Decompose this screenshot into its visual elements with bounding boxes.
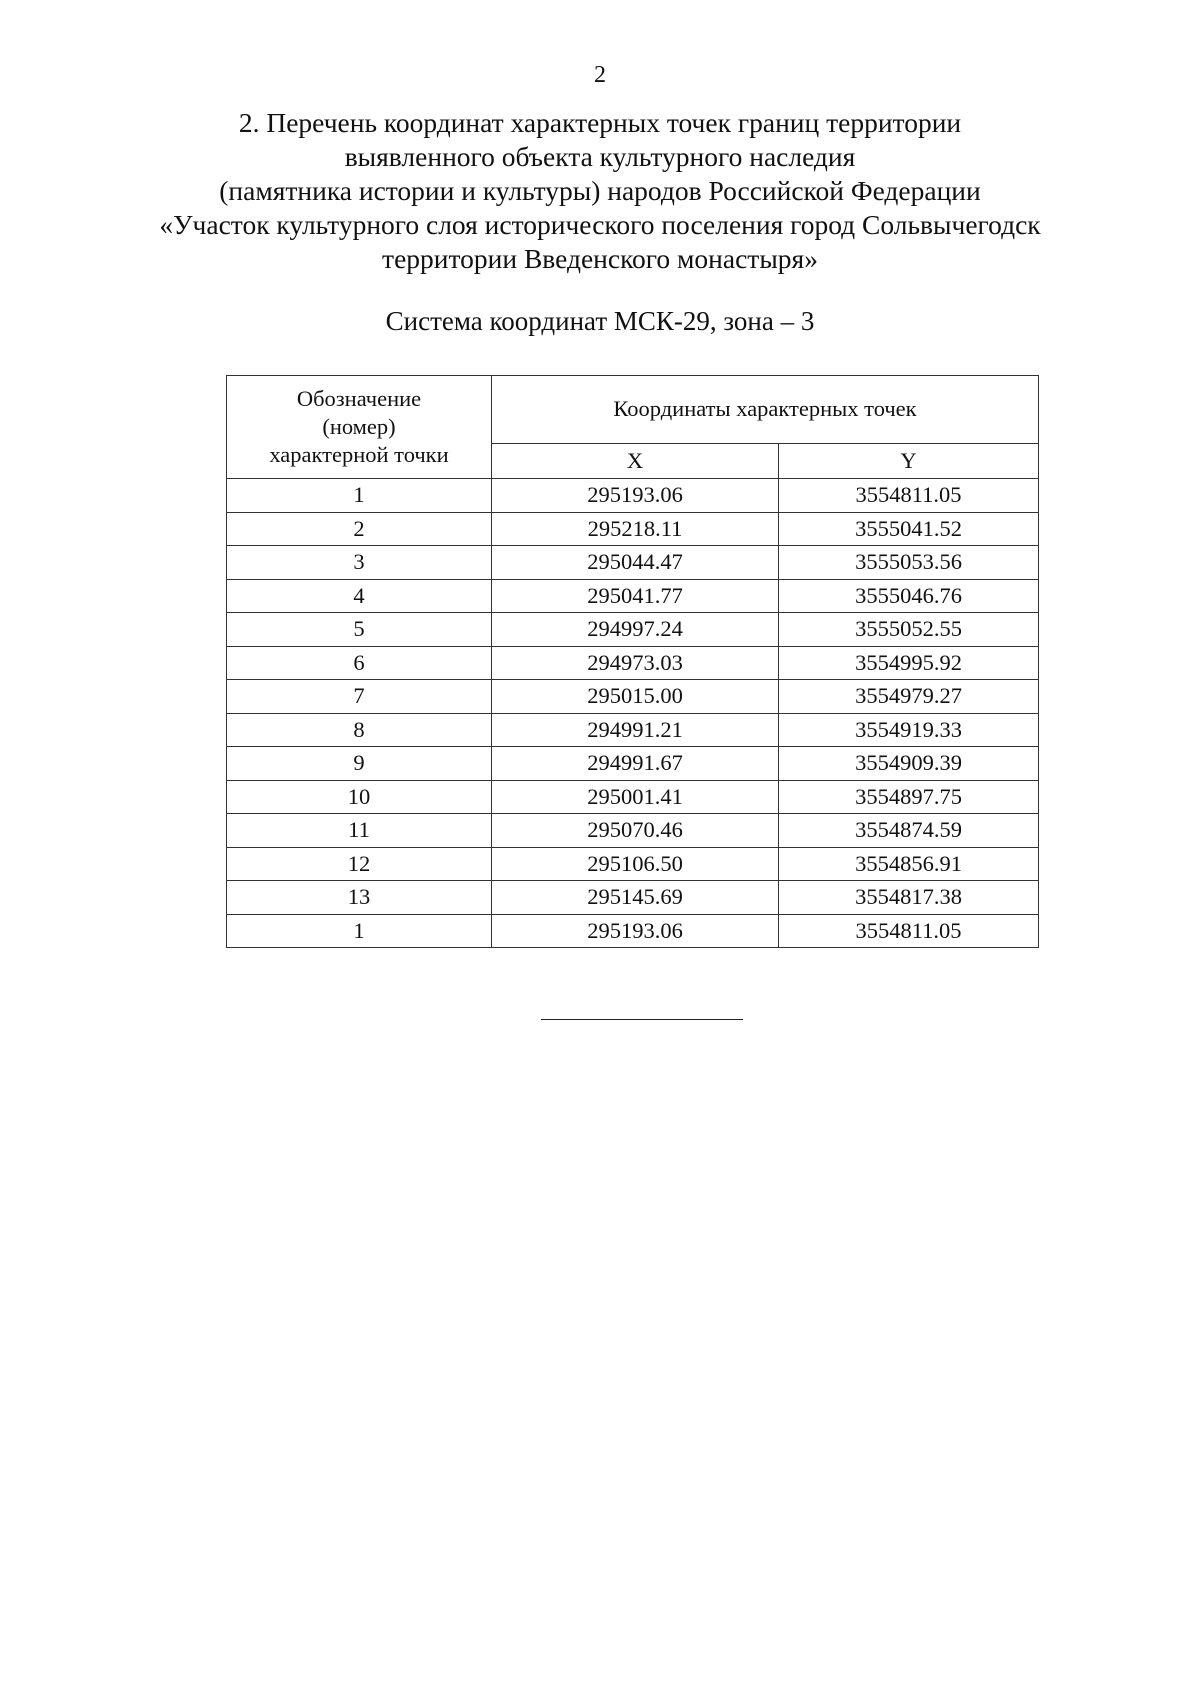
y-coordinate-cell: 3554909.39 [779,747,1039,781]
document-heading [100,106,1100,276]
y-coordinate-cell: 3554817.38 [779,881,1039,915]
table-row [227,512,1039,546]
x-coordinate-cell: 294997.24 [492,613,779,647]
heading-line: 2. Перечень координат характерных точек границ территории [238,107,962,138]
x-coordinate-cell: 295145.69 [492,881,779,915]
table-row [227,881,1039,915]
y-coordinate-cell: 3554897.75 [779,780,1039,814]
y-coordinate-cell: 3555052.55 [779,613,1039,647]
x-coordinate-cell: 295193.06 [492,479,779,513]
point-number-cell: 2 [227,512,492,546]
table-row [227,847,1039,881]
x-coordinate-cell: 295001.41 [492,780,779,814]
table-row [227,613,1039,647]
y-coordinate-cell: 3554919.33 [779,713,1039,747]
table-row [227,479,1039,513]
page-number: 2 [594,62,606,88]
coordinates-column-header: Координаты характерных точек [492,376,1039,444]
table-row [227,814,1039,848]
point-number-cell: 6 [227,646,492,680]
x-coordinate-cell: 295041.77 [492,579,779,613]
designation-header-line: характерной точки [269,442,449,467]
heading-line: территории Введенского монастыря» [382,243,818,274]
y-coordinate-cell: 3554979.27 [779,680,1039,714]
point-number-cell: 7 [227,680,492,714]
designation-header-line: (номер) [322,414,396,439]
point-number-cell: 1 [227,914,492,948]
x-coordinate-cell: 294991.67 [492,747,779,781]
point-number-cell: 10 [227,780,492,814]
table-row [227,646,1039,680]
x-coordinate-cell: 295193.06 [492,914,779,948]
point-number-cell: 12 [227,847,492,881]
y-coordinate-cell: 3554811.05 [779,914,1039,948]
y-column-header: Y [779,443,1039,478]
heading-line: (памятника истории и культуры) народов Российской Федерации [219,175,981,206]
point-number-cell: 8 [227,713,492,747]
table-row [227,780,1039,814]
x-coordinate-cell: 295015.00 [492,680,779,714]
x-coordinate-cell: 295218.11 [492,512,779,546]
table-row [227,579,1039,613]
x-column-header: X [492,443,779,478]
heading-line: выявленного объекта культурного наследия [344,141,856,172]
table-row [227,747,1039,781]
y-coordinate-cell: 3554874.59 [779,814,1039,848]
table-row [227,713,1039,747]
y-coordinate-cell: 3555046.76 [779,579,1039,613]
designation-header-line: Обозначение [296,386,422,411]
y-coordinate-cell: 3554856.91 [779,847,1039,881]
table-row [227,546,1039,580]
y-coordinate-cell: 3554811.05 [779,479,1039,513]
x-coordinate-cell: 295106.50 [492,847,779,881]
table-header [227,376,1039,479]
x-coordinate-cell: 295070.46 [492,814,779,848]
x-coordinate-cell: 294991.21 [492,713,779,747]
point-number-cell: 1 [227,479,492,513]
end-of-document-rule [541,1019,743,1020]
y-coordinate-cell: 3554995.92 [779,646,1039,680]
y-coordinate-cell: 3555041.52 [779,512,1039,546]
point-number-cell: 9 [227,747,492,781]
point-number-cell: 5 [227,613,492,647]
point-number-cell: 3 [227,546,492,580]
x-coordinate-cell: 294973.03 [492,646,779,680]
point-number-cell: 13 [227,881,492,915]
point-number-cell: 4 [227,579,492,613]
table-row [227,680,1039,714]
coordinate-system-label: Система координат МСК-29, зона – 3 [385,306,815,336]
designation-column-header [227,376,492,479]
coordinates-table [226,375,1039,948]
x-coordinate-cell: 295044.47 [492,546,779,580]
table-row [227,914,1039,948]
y-coordinate-cell: 3555053.56 [779,546,1039,580]
heading-line: «Участок культурного слоя исторического поселения город Сольвычегодск [159,209,1041,240]
point-number-cell: 11 [227,814,492,848]
table-body [227,479,1039,948]
